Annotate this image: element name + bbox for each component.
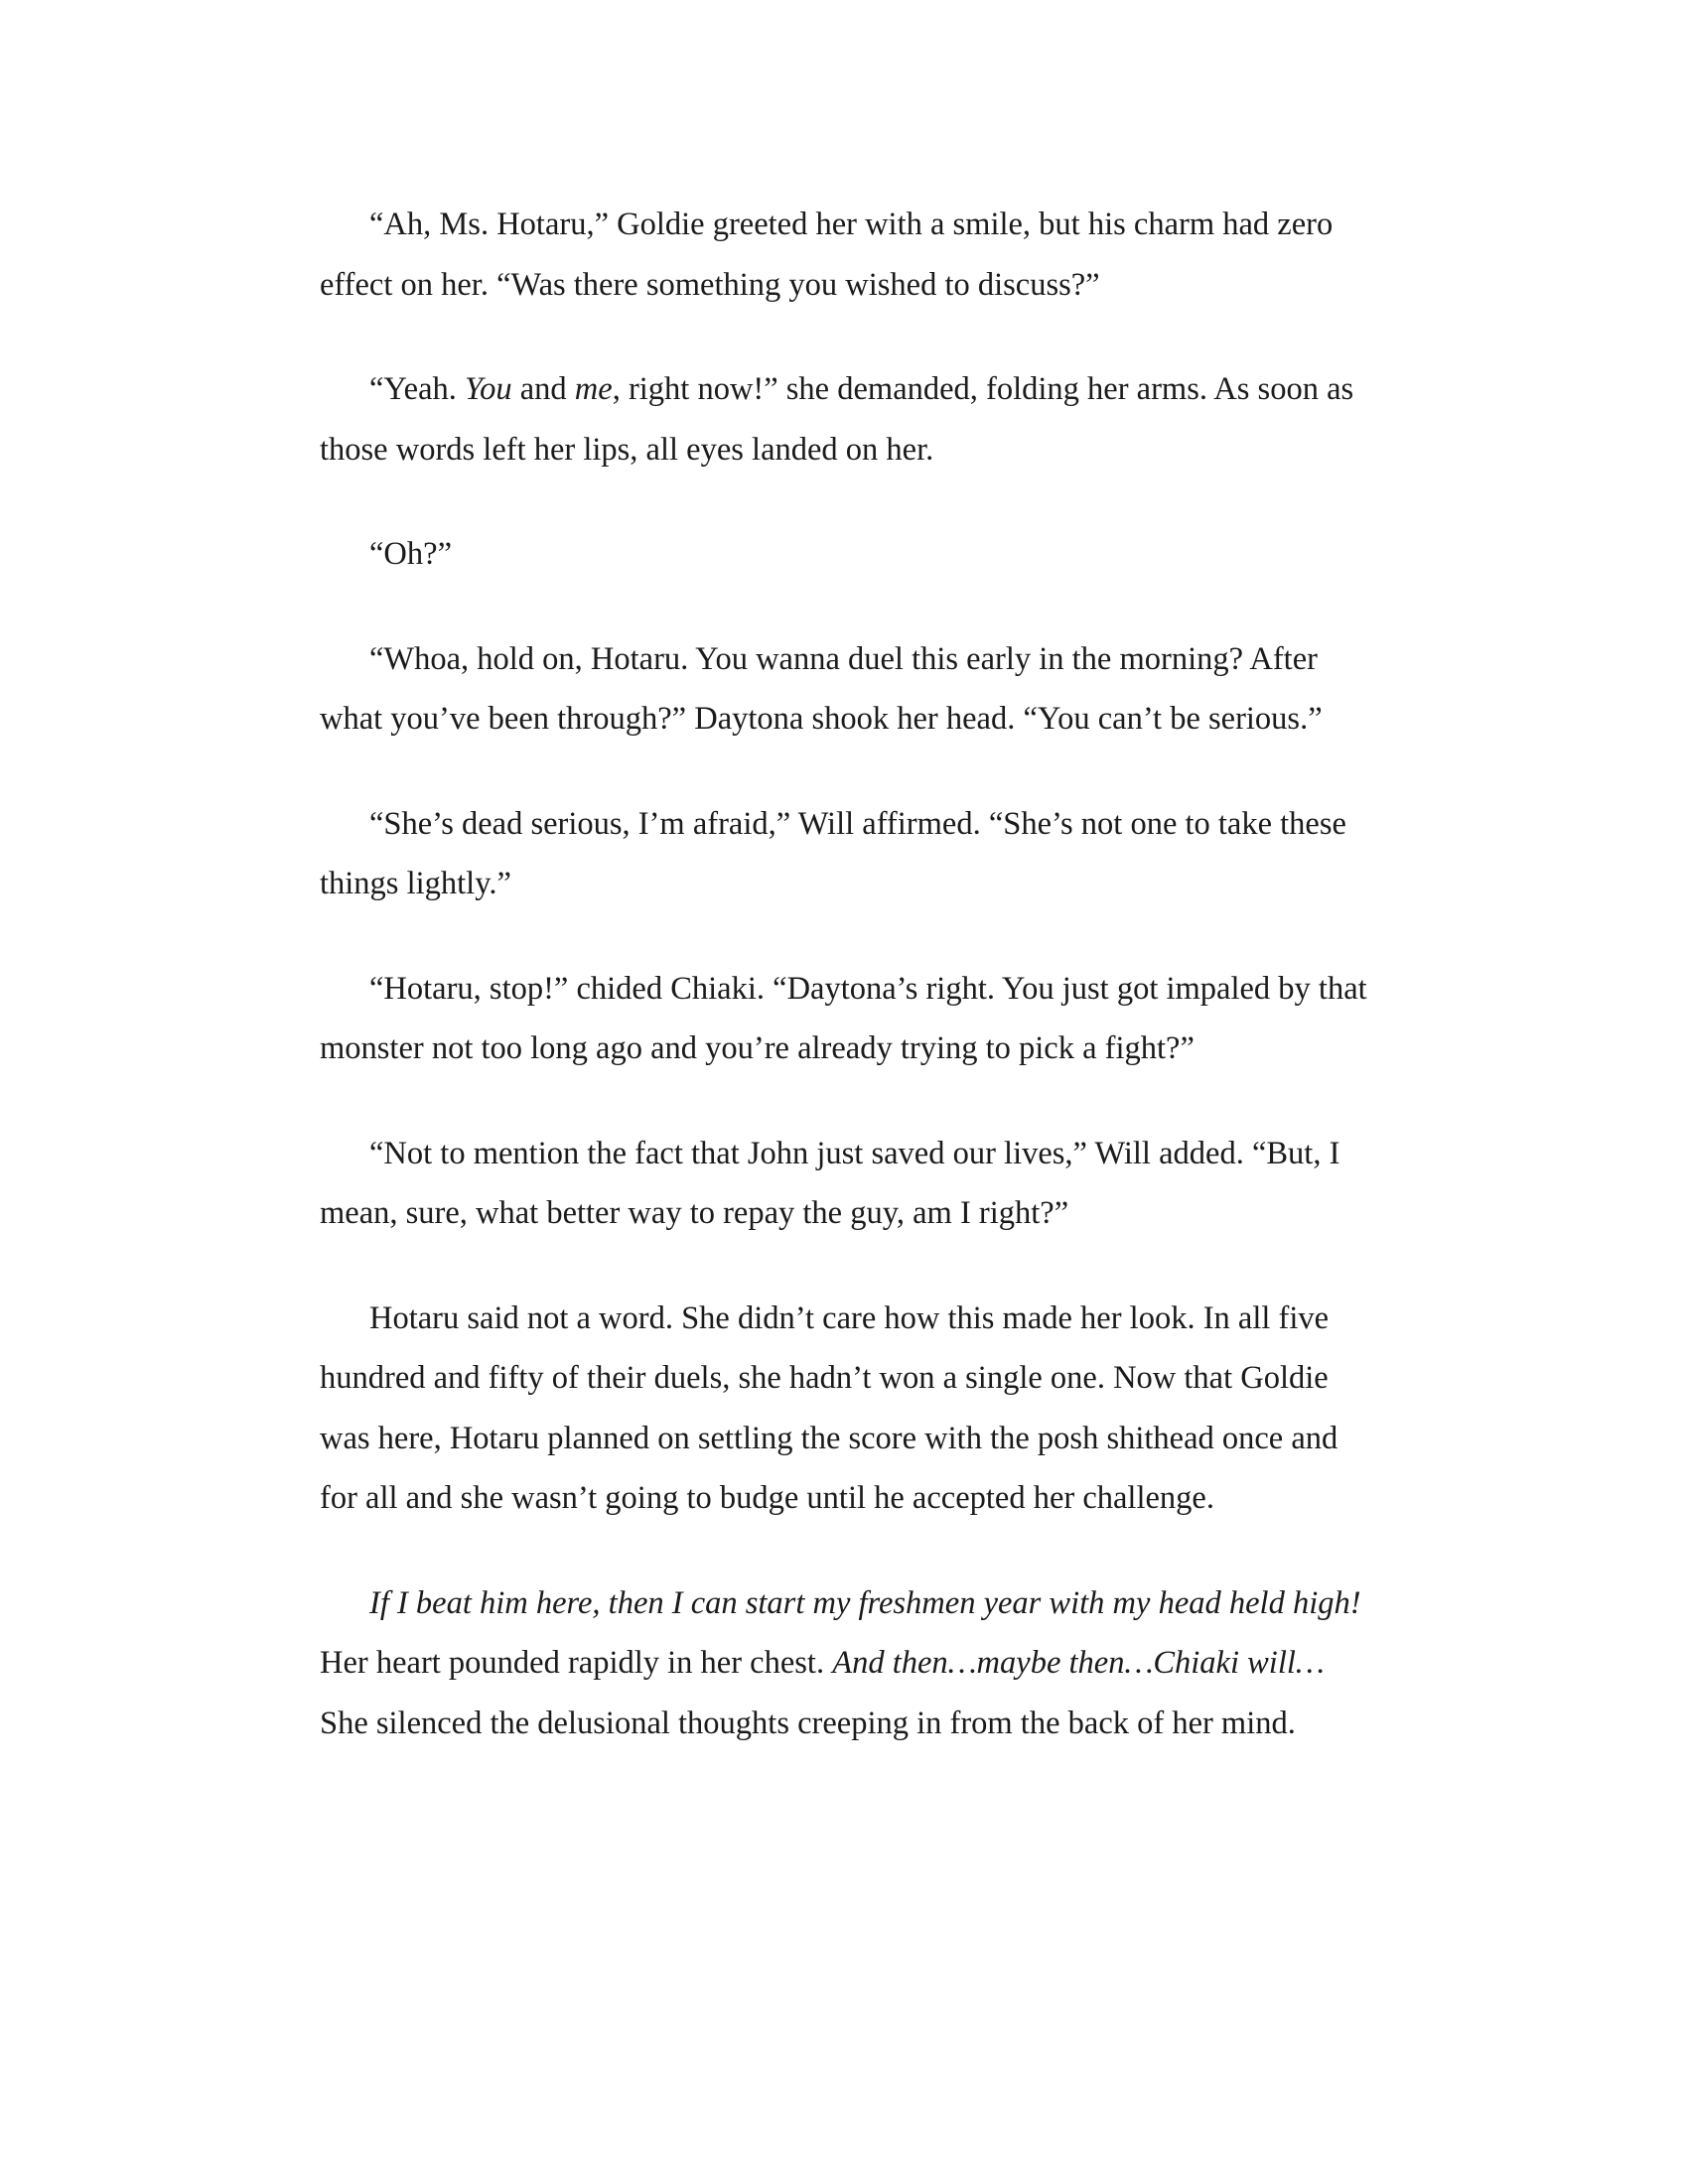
italic-text: You: [465, 371, 512, 407]
text-run: “Oh?”: [369, 536, 452, 572]
text-run: “She’s dead serious, I’m afraid,” Will affirmed. “She’s not one to take these things lightly.”: [320, 805, 1346, 901]
text-run: , right now!” she demanded, folding her arms. As soon as those words left her lips, all eyes landed on her.: [320, 371, 1354, 468]
paragraph: [320, 524, 1374, 585]
paragraph: [320, 195, 1374, 315]
text-run: Her heart pounded rapidly in her chest.: [320, 1645, 833, 1681]
paragraph: [320, 359, 1374, 479]
text-run: and: [511, 371, 575, 407]
paragraph: [320, 629, 1374, 750]
document-page: [320, 195, 1374, 1753]
text-run: “Ah, Ms. Hotaru,” Goldie greeted her with a smile, but his charm had zero effect on her. “Was there something you wished to discuss?”: [320, 206, 1334, 303]
text-run: “Not to mention the fact that John just saved our lives,” Will added. “But, I mean, sure, what better way to repay the guy, am I right?”: [320, 1135, 1340, 1231]
italic-text: me: [574, 371, 613, 407]
paragraph: [320, 1289, 1374, 1529]
paragraph: [320, 1124, 1374, 1244]
paragraph: [320, 959, 1374, 1079]
text-run: “Whoa, hold on, Hotaru. You wanna duel this early in the morning? After what you’ve been through?” Daytona shook her head. “You can’t be serious.”: [320, 640, 1323, 737]
italic-text: And then…maybe then…Chiaki will…: [832, 1645, 1325, 1681]
text-run: Hotaru said not a word. She didn’t care how this made her look. In all five hundred and fifty of their duels, she hadn’t won a single one. Now that Goldie was here, Hotaru planned on settling the score with the posh shithead once and for all and she wasn’t going to budge until he accepted her challenge.: [320, 1299, 1338, 1516]
italic-text: If I beat him here, then I can start my freshmen year with my head held high!: [369, 1584, 1361, 1621]
paragraph: [320, 1573, 1374, 1754]
text-run: “Hotaru, stop!” chided Chiaki. “Daytona’s right. You just got impaled by that monster not too long ago and you’re already trying to pick a fight?”: [320, 970, 1367, 1066]
paragraph: [320, 794, 1374, 914]
text-run: She silenced the delusional thoughts creeping in from the back of her mind.: [320, 1705, 1296, 1741]
text-run: “Yeah.: [369, 371, 465, 407]
